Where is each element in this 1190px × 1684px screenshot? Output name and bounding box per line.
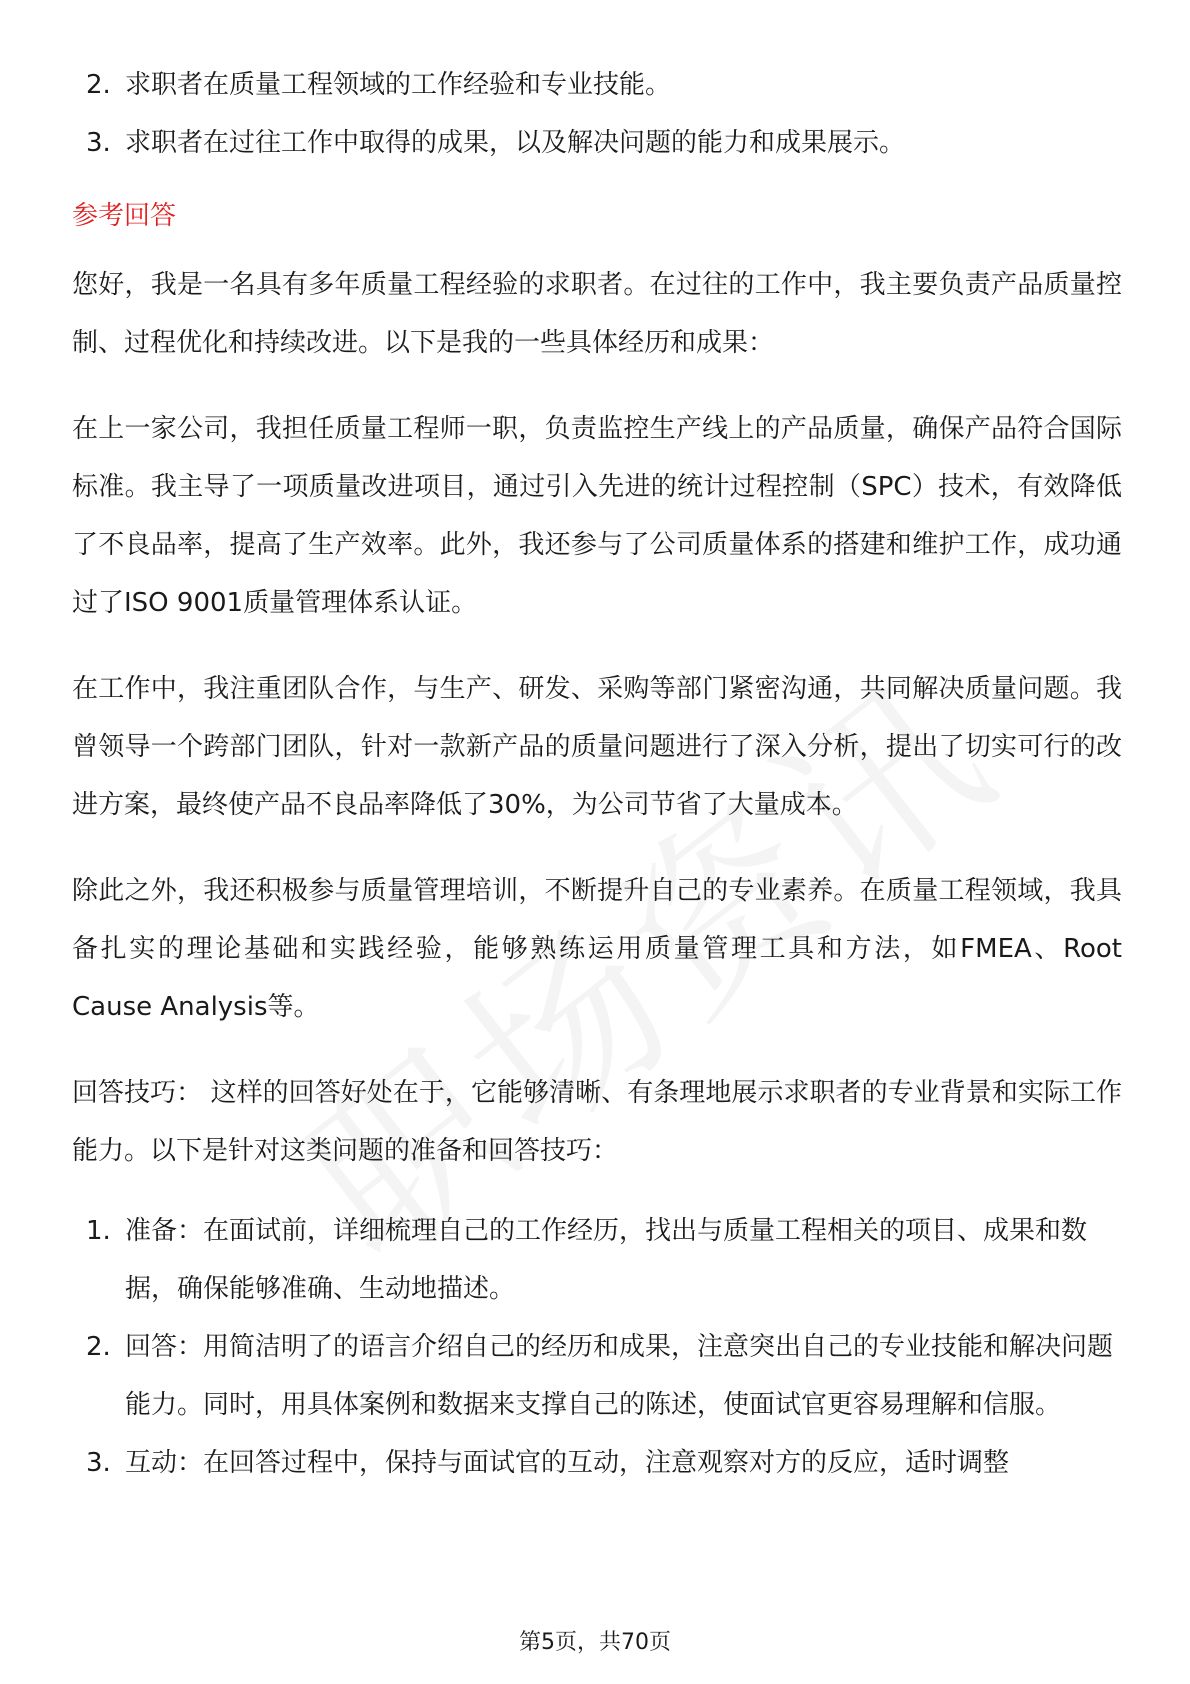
page-number: 第5页，共70页 [519, 1630, 671, 1655]
page-content [72, 56, 1122, 1492]
list-item [72, 1434, 1122, 1492]
tips-list [72, 1202, 1122, 1492]
list-item [72, 1318, 1122, 1434]
list-item [72, 1202, 1122, 1318]
tips-paragraph: 回答技巧： 这样的回答好处在于，它能够清晰、有条理地展示求职者的专业背景和实际工作能力。以下是针对这类问题的准备和回答技巧： [72, 1078, 1122, 1166]
list-item [72, 56, 1122, 114]
list-text: 互动：在回答过程中，保持与面试官的互动，注意观察对方的反应，适时调整 [125, 1448, 1010, 1478]
list-item [72, 114, 1122, 172]
paragraph: 在工作中，我注重团队合作，与生产、研发、采购等部门紧密沟通，共同解决质量问题。我曾领导一个跨部门团队，针对一款新产品的质量问题进行了深入分析，提出了切实可行的改进方案，最终使产品不良品率降低了30%，为公司节省了大量成本。 [72, 674, 1122, 820]
list-number: 3. [86, 1448, 111, 1478]
list-number: 2. [86, 70, 111, 100]
criteria-list [72, 56, 1122, 172]
paragraph: 您好，我是一名具有多年质量工程经验的求职者。在过往的工作中，我主要负责产品质量控制、过程优化和持续改进。以下是我的一些具体经历和成果： [72, 270, 1122, 358]
section-heading: 参考回答 [72, 201, 177, 231]
list-number: 3. [86, 128, 111, 158]
list-text: 求职者在过往工作中取得的成果，以及解决问题的能力和成果展示。 [125, 128, 906, 158]
list-text: 回答：用简洁明了的语言介绍自己的经历和成果，注意突出自己的专业技能和解决问题能力。同时，用具体案例和数据来支撑自己的陈述，使面试官更容易理解和信服。 [125, 1332, 1114, 1420]
list-text: 求职者在质量工程领域的工作经验和专业技能。 [125, 70, 672, 100]
list-number: 1. [86, 1216, 111, 1246]
paragraph: 在上一家公司，我担任质量工程师一职，负责监控生产线上的产品质量，确保产品符合国际标准。我主导了一项质量改进项目，通过引入先进的统计过程控制（SPC）技术，有效降低了不良品率，提高了生产效率。此外，我还参与了公司质量体系的搭建和维护工作，成功通过了ISO 9001质量管理体系认证。 [72, 414, 1122, 618]
list-number: 2. [86, 1332, 111, 1362]
paragraph: 除此之外，我还积极参与质量管理培训，不断提升自己的专业素养。在质量工程领域，我具备扎实的理论基础和实践经验，能够熟练运用质量管理工具和方法，如FMEA、Root Cause Analysis等。 [72, 876, 1122, 1022]
list-text: 准备：在面试前，详细梳理自己的工作经历，找出与质量工程相关的项目、成果和数据，确保能够准确、生动地描述。 [125, 1216, 1088, 1304]
